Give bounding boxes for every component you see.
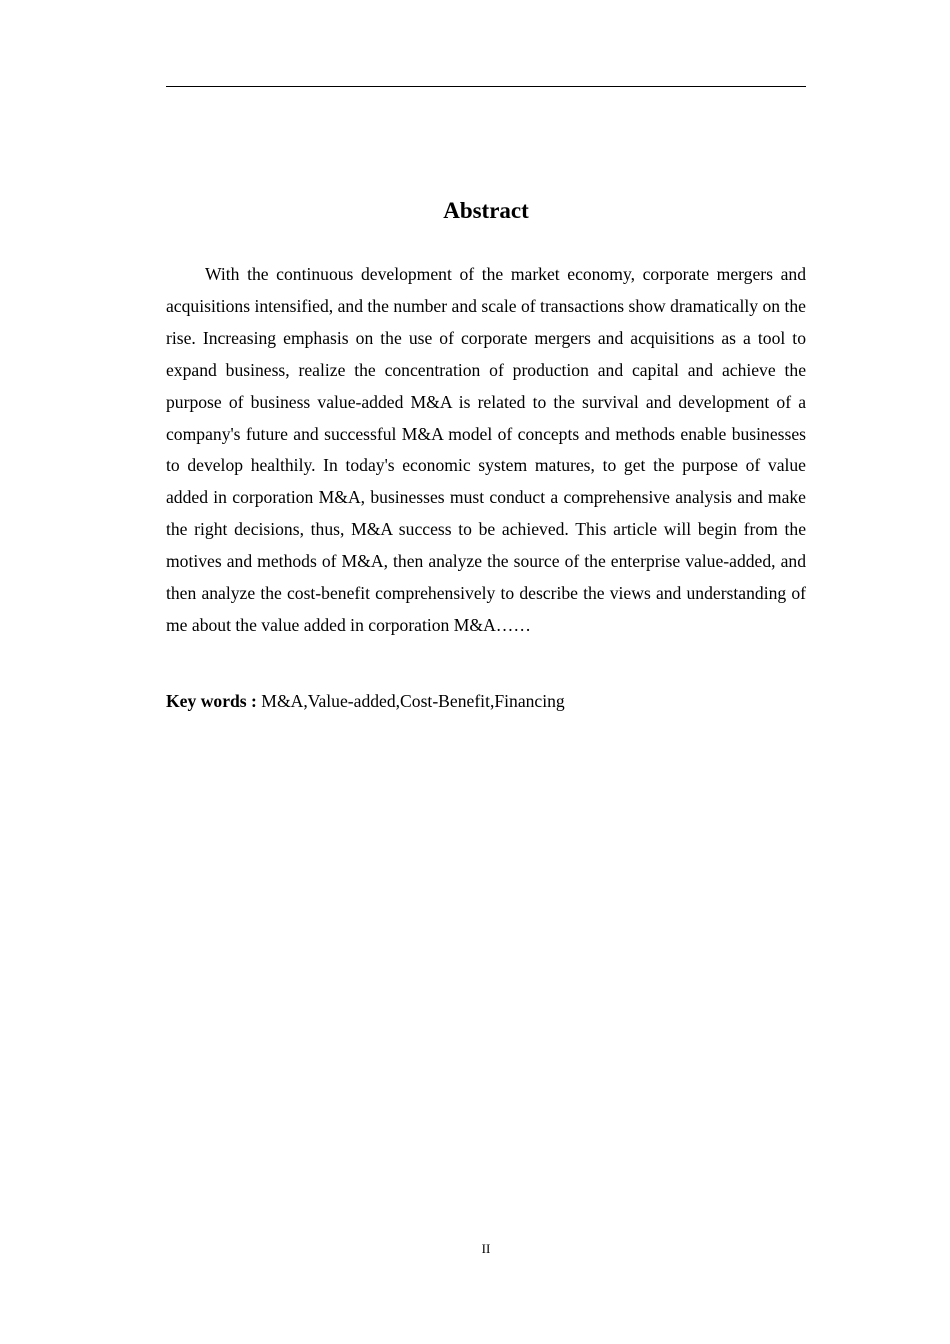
abstract-paragraph: With the continuous development of the market economy, corporate mergers and acquisitions intensified, and the number and scale of transactions show dramatically on the rise. Increasing emphasis on the use of corporate mergers and acquisitions as a tool to expand business, realize the concentration of production and capital and achieve the purpose of business value-added M&A is related to the survival and development of a company's future and successful M&A model of concepts and methods enable businesses to develop healthily. In today's economic system matures, to get the purpose of value added in corporation M&A, businesses must conduct a comprehensive analysis and make the right decisions, thus, M&A success to be achieved. This article will begin from the motives and methods of M&A, then analyze the source of the enterprise value-added, and then analyze the cost-benefit comprehensively to describe the views and understanding of me about the value added in corporation M&A……	[166, 264, 806, 635]
keywords-line	[166, 686, 806, 717]
keywords-label: Key words :	[166, 691, 257, 711]
keywords-value: M&A,Value-added,Cost-Benefit,Financing	[261, 691, 565, 711]
page-number: II	[481, 1241, 491, 1256]
page-title: Abstract	[443, 198, 529, 223]
header-rule	[166, 86, 806, 87]
